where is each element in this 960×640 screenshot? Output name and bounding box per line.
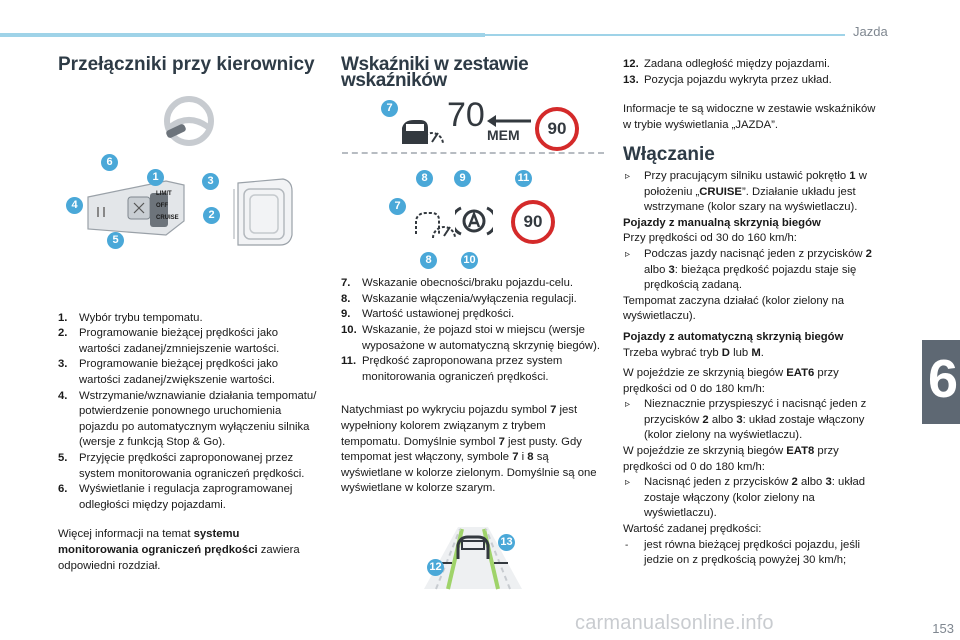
lane-display-illustration bbox=[418, 519, 528, 591]
eat6-paragraph: W pojeździe ze skrzynią biegów EAT6 przy prędkości od 0 do 180 km/h: bbox=[623, 367, 839, 395]
auto-mode: Trzeba wybrać tryb D lub M. bbox=[623, 346, 764, 359]
eat8-paragraph: W pojeździe ze skrzynią biegów EAT8 przy prędkości od 0 do 180 km/h: bbox=[623, 445, 839, 473]
list-item: 3. Programowanie bieżącej prędkości jako wartości zadanej/zwiększenie wartości. bbox=[58, 358, 279, 386]
list-item: 9. Wartość ustawionej prędkości. bbox=[341, 308, 515, 321]
steering-switch-list bbox=[58, 311, 320, 514]
activation-title: Włączanie bbox=[623, 144, 715, 166]
list-item: 5. Przyjęcie prędkości zaproponowanej przez system monitorowania ograniczeń prędkości. bbox=[58, 451, 305, 480]
speed-limit-sign bbox=[535, 107, 579, 151]
info-paragraph: Informacje te są widoczne w zestawie wskaźników w trybie wyświetlania „JAZDA”. bbox=[623, 103, 876, 131]
distance-list bbox=[623, 57, 883, 88]
bullet-item: ▹ Nacisnąć jeden z przycisków 2 albo 3: układ zostaje włączony (kolor zielony na wyświetlaczu). bbox=[625, 476, 866, 520]
speed-limit-sign-2 bbox=[511, 200, 555, 244]
indicator-list bbox=[341, 276, 603, 385]
badge-2: 2 bbox=[203, 207, 220, 224]
speed-limit-value: 90 bbox=[547, 119, 567, 139]
section-title: Jazda bbox=[853, 24, 888, 39]
list-item: 2. Programowanie bieżącej prędkości jako wartości zadanej/zmniejszenie wartości. bbox=[58, 327, 280, 355]
list-item: 7. Wskazanie obecności/braku pojazdu-celu. bbox=[341, 277, 573, 290]
list-item: 1. Wybór trybu tempomatu. bbox=[58, 311, 203, 324]
regulation-gauge-icon bbox=[417, 122, 447, 152]
bullet-arrow-icon: ▹ bbox=[625, 477, 631, 489]
badge-8: 8 bbox=[416, 170, 433, 187]
stalk-label-off: OFF bbox=[156, 202, 168, 209]
list-item: 4. Wstrzymanie/wznawianie działania tempomatu/ potwierdzenie ponownego uruchomienia pojazdu po automatycznym wyłączeniu silnika (wersje z funkcją Stop & Go). bbox=[58, 389, 317, 449]
badge-9: 9 bbox=[454, 170, 471, 187]
chapter-number: 6 bbox=[928, 349, 959, 409]
list-item: 13. Pozycja pojazdu wykryta przez układ. bbox=[623, 73, 832, 86]
vehicle-stopped-icon bbox=[455, 204, 493, 238]
indicators-title: Wskaźniki w zestawie wskaźników bbox=[341, 54, 529, 91]
list-item: 11. Prędkość zaproponowana przez system monitorowania ograniczeń prędkości. bbox=[341, 355, 563, 383]
list-item: 10. Wskazanie, że pojazd stoi w miejscu (wersje wyposażone w automatyczną skrzynię biegów). bbox=[341, 323, 600, 352]
badge-13: 13 bbox=[498, 534, 515, 551]
badge-5: 5 bbox=[107, 232, 124, 249]
bullet-arrow-icon: ▹ bbox=[625, 399, 631, 411]
bullet-arrow-icon: ▹ bbox=[625, 170, 631, 182]
badge-12: 12 bbox=[427, 559, 444, 576]
badge-8b: 8 bbox=[420, 252, 437, 269]
header-rule bbox=[0, 33, 485, 37]
manual-end: Tempomat zaczyna działać (kolor zielony na wyświetlaczu). bbox=[623, 294, 845, 323]
symbol-paragraph: Natychmiast po wykryciu pojazdu symbol 7 jest wypełniony kolorem związanym z trybem tempomatu. Domyślnie symbol 7 jest pusty. Gdy tempomat jest włączony, symbole 7 i 8 są wyświetlane w kolorze zielonym. Domyślnie są one wyświetlane w kolorze szarym. bbox=[341, 404, 597, 495]
steering-wheel-icon bbox=[58, 83, 320, 159]
list-item: 6. Wyświetlanie i regulacja zaprogramowanej odległości między pojazdami. bbox=[58, 483, 293, 511]
cruise-stalk-icon bbox=[58, 159, 320, 269]
dash-marker: - bbox=[625, 539, 629, 551]
page-number: 153 bbox=[932, 621, 954, 636]
dashed-separator bbox=[342, 152, 604, 154]
cluster-display-bottom bbox=[341, 192, 603, 267]
badge-7b: 7 bbox=[389, 198, 406, 215]
stalk-label-cruise: CRUISE bbox=[156, 214, 179, 221]
column-steering-switches bbox=[58, 54, 320, 574]
badge-11: 11 bbox=[515, 170, 532, 187]
more-info-paragraph: Więcej informacji na temat systemu monitorowania ograniczeń prędkości zawiera odpowiedni rozdział. bbox=[58, 528, 300, 572]
column-indicators bbox=[341, 54, 603, 497]
auto-heading: Pojazdy z automatyczną skrzynią biegów bbox=[623, 330, 844, 343]
speed-limit-value-2: 90 bbox=[523, 212, 543, 232]
badge-10: 10 bbox=[461, 252, 478, 269]
suggested-speed-arrow-icon bbox=[487, 114, 533, 128]
manual-speed: Przy prędkości od 30 do 160 km/h: bbox=[623, 232, 797, 245]
badge-4: 4 bbox=[66, 197, 83, 214]
stalk-label-limit: LIMIT bbox=[156, 190, 172, 197]
mem-label: MEM bbox=[487, 127, 520, 144]
cluster-display-top bbox=[341, 96, 603, 185]
steering-switches-title: Przełączniki przy kierownicy bbox=[58, 54, 315, 75]
badge-3: 3 bbox=[202, 173, 219, 190]
list-item: 12. Zadana odległość między pojazdami. bbox=[623, 58, 830, 70]
bullet-item: ▹ Podczas jazdy nacisnąć jeden z przycisków 2 albo 3: bieżąca prędkość pojazdu staje się prędkością zadaną. bbox=[625, 247, 872, 292]
lane-road-icon bbox=[418, 519, 528, 591]
target-speed-heading: Wartość zadanej prędkości: bbox=[623, 523, 762, 536]
watermark: carmanualsonline.info bbox=[575, 612, 774, 634]
badge-6: 6 bbox=[101, 154, 118, 171]
badge-1: 1 bbox=[147, 169, 164, 186]
dash-item: - jest równa bieżącej prędkości pojazdu, jeśli jedzie on z prędkością powyżej 30 km/h; bbox=[625, 538, 861, 567]
list-item: 8. Wskazanie włączenia/wyłączenia regulacji. bbox=[341, 292, 577, 305]
column-activation bbox=[623, 57, 883, 569]
bullet-item: ▹ Nieznacznie przyspieszyć i nacisnąć jeden z przycisków 2 albo 3: układ zostaje włączony (kolor zielony na wyświetlaczu). bbox=[625, 398, 867, 442]
set-speed-value: 70 bbox=[447, 96, 485, 135]
header-rule-thin bbox=[485, 34, 845, 36]
badge-7: 7 bbox=[381, 100, 398, 117]
manual-heading: Pojazdy z manualną skrzynią biegów bbox=[623, 216, 821, 229]
steering-wheel-illustration bbox=[58, 83, 320, 159]
bullet-arrow-icon: ▹ bbox=[625, 248, 631, 260]
stalk-illustration bbox=[58, 155, 320, 269]
bullet-item: ▹ Przy pracującym silniku ustawić pokrętło 1 w położeniu „CRUISE”. Działanie układu jest wstrzymane (kolor szary na wyświetlaczu). bbox=[625, 169, 867, 214]
chapter-tab bbox=[922, 340, 960, 424]
